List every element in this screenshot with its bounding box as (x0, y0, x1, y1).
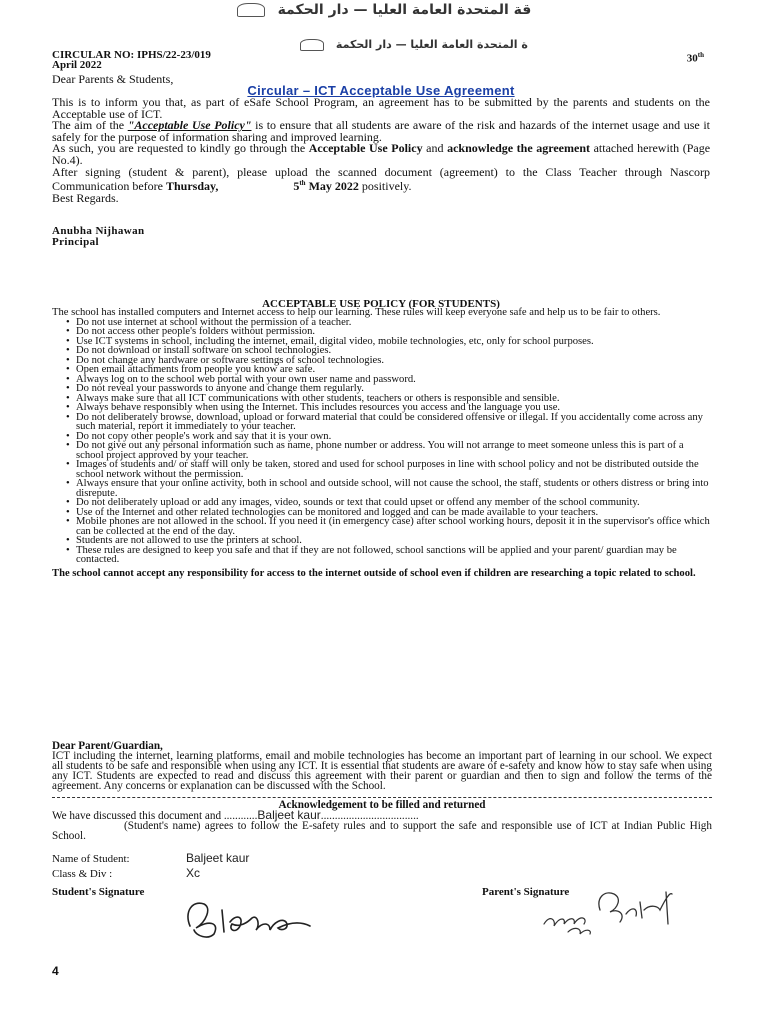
p4-day: Thursday, (165, 179, 219, 194)
student-signature-label: Student's Signature (52, 886, 145, 898)
aup-rule: • Do not access other people's folders without permission. (64, 327, 712, 337)
parent-signature-label: Parent's Signature (482, 886, 570, 898)
p3-text-mid: and (422, 141, 448, 156)
letter-paragraph-1: This is to inform you that, as part of eSafe School Program, an agreement has to be submitted by the parents and students on the Acceptable use of ICT. (52, 95, 710, 121)
student-name-label: Name of Student: (52, 853, 130, 865)
cut-line (52, 797, 712, 798)
letter-paragraph-2 (52, 120, 710, 143)
aup-rule: • Open email attachments from people you know are safe. (64, 365, 712, 375)
aup-rule: • Use ICT systems in school, including the internet, email, digital video, mobile technologies, etc, only for school purposes. (64, 337, 712, 347)
aup-rule: • Use of the Internet and other related technologies can be monitored and logged and can be made available to your teachers. (64, 508, 712, 518)
sender-title: Principal (52, 236, 99, 248)
letterhead-arabic-subtext: ة المتحدة العامة العليا — دار الحكمة (335, 38, 528, 51)
p2-text-rest: is to ensure that all students are aware of the risk and hazards of the internet usage and use it safely for the purpose of information sharing and improved learning. (52, 118, 710, 144)
aup-title: ACCEPTABLE USE POLICY (FOR STUDENTS) (262, 298, 500, 310)
p4-text-rest: positively. (358, 179, 412, 194)
class-label: Class & Div : (52, 868, 113, 880)
page-number: 4 (52, 964, 59, 978)
letter-body (52, 97, 710, 204)
aup-intro: The school has installed computers and Internet access to help our learning. These rules will keep everyone safe and help us to be fair to others. (52, 307, 661, 318)
p4-text: After signing (student & parent), please upload the scanned document (agreement) to the Class Teacher through Nascorp Communication before (52, 164, 710, 194)
letter-paragraph-4 (52, 164, 710, 194)
circular-month-year: April 2022 (52, 59, 102, 71)
p4-deadline (293, 179, 359, 193)
deadline-suffix: th (299, 179, 306, 188)
date-day-value: 30 (686, 52, 698, 65)
aup-rule: • Do not change any hardware or software settings of school technologies. (64, 356, 712, 366)
aup-rule: • Do not use internet at school without the permission of a teacher. (64, 318, 712, 328)
aup-rule: • Students are not allowed to use the printers at school. (64, 536, 712, 546)
aup-disclaimer: The school cannot accept any responsibility for access to the internet outside of school even if children are researching a topic related to school. (52, 567, 696, 579)
aup-rule: • Do not reveal your passwords to anyone and change them regularly. (64, 384, 712, 394)
p2-text: The aim of the (52, 118, 128, 133)
class-value: Xc (186, 866, 201, 880)
aup-rules-list (52, 318, 712, 565)
aup-rule: • Do not deliberately browse, download, upload or forward material that could be considered offensive or illegal. If you accidentally come across any such material, report it immediately to your teacher. (64, 413, 712, 432)
letter-regards: Best Regards. (52, 190, 119, 205)
parent-note-body: ICT including the internet, learning platforms, email and mobile technologies has become an important part of learning in our school. We expect all students to be safe and responsible when using any ICT. It is essential that students are aware of e-safety and know how to stay safe when using any ICT. Students are expected to read and discuss this agreement with their parent or guardian and then to sign and follow the terms of the agreement. Any concerns or explanation can be discussed with the School. (52, 750, 712, 792)
ack-line-2: (Student's name) agrees to follow the E-safety rules and to support the safe and responsible use of ICT at Indian Public High School. (52, 820, 712, 842)
student-name-value: Baljeet kaur (186, 851, 250, 865)
letterhead-top (0, 2, 768, 18)
p3-bold-ack: acknowledge the agreement (447, 141, 590, 156)
circular-date-day (687, 50, 704, 64)
aup-rule: • Do not deliberately upload or add any images, video, sounds or text that could upset or offend any member of the school community. (64, 498, 712, 508)
parent-signature-image (540, 884, 720, 940)
class-row (52, 866, 200, 880)
letter-paragraph-3 (52, 143, 710, 166)
aup-rule: • Always log on to the school web portal with your own user name and password. (64, 375, 712, 385)
aup-rule: • Mobile phones are not allowed in the school. If you need it (in emergency case) after school working hours, deposit it in the supervisor's office which can be collected at the end of the day. (64, 517, 712, 536)
student-name-row (52, 851, 249, 865)
aup-rule: • Always ensure that your online activity, both in school and outside school, will not cause the school, the staff, students or others distress or bring into disrepute. (64, 479, 712, 498)
sender-name: Anubha Nijhawan (52, 225, 145, 237)
aup-rule: • These rules are designed to keep you safe and that if they are not followed, school sanctions will be applied and your parent/ guardian may be contacted. (64, 546, 712, 565)
aup-section (52, 308, 712, 578)
letter-salutation: Dear Parents & Students, (52, 72, 174, 86)
p3-text-rest: attached herewith (Page No.4). (52, 141, 711, 167)
circular-title: Circular – ICT Acceptable Use Agreement (247, 83, 515, 98)
deadline-month: May 2022 (305, 179, 359, 194)
date-day-suffix: th (697, 51, 704, 59)
circular-header (52, 50, 704, 70)
letterhead-arabic-text: قة المتحدة العامة العليا — دار الحكمة (277, 2, 532, 18)
parent-salutation: Dear Parent/Guardian, (52, 740, 163, 752)
aup-rule: • Always behave responsibly when using the Internet. This includes resources you access and the language you use. (64, 403, 712, 413)
aup-rule: • Do not download or install software on school technologies. (64, 346, 712, 356)
deadline-day: 5 (293, 179, 300, 194)
aup-rule: • Always make sure that all ICT communications with other students, teachers or others is responsible and sensible. (64, 394, 712, 404)
p3-bold-policy: Acceptable Use Policy (308, 141, 423, 156)
aup-rule: • Do not copy other people's work and say that it is your own. (64, 432, 712, 442)
school-emblem-icon (237, 3, 265, 17)
aup-rule: • Do not give out any personal information such as name, phone number or address. You will not arrange to meet someone unless this is part of a school project approved by your teacher. (64, 441, 712, 460)
student-signature-image (178, 892, 338, 944)
parent-note (52, 741, 712, 841)
ack-line-1-dots: ................................... (320, 810, 419, 822)
ack-line-1-text: We have discussed this document and ............ (52, 810, 258, 822)
ack-student-name-handwritten: Baljeet kaur (257, 808, 321, 822)
aup-rule: • Images of students and/ or staff will only be taken, stored and used for school purposes in line with school policy and not be distributed outside the school network without the permission. (64, 460, 712, 479)
p2-policy-name: "Acceptable Use Policy" (127, 118, 252, 133)
p3-text: As such, you are requested to kindly go through the (52, 141, 309, 156)
circular-number: CIRCULAR NO: IPHS/22-23/019 (52, 49, 211, 61)
ack-heading: Acknowledgement to be filled and returned (278, 799, 486, 811)
